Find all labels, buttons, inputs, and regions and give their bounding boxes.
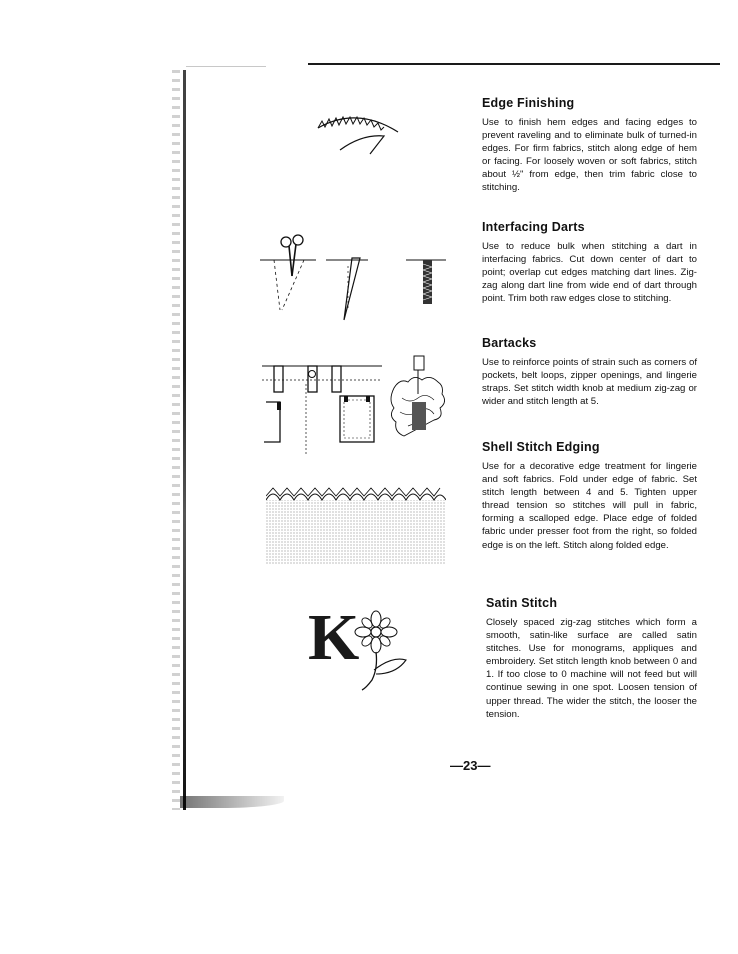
shell-stitch-illustration: [266, 484, 446, 564]
edge-finishing-illustration: [312, 108, 402, 162]
section-body: Closely spaced zig-zag stitches which form a smooth, satin-like surface are called satin stitches. Use for monograms, appliques and embroidery. Set stitch length knob between 0 and 1. If too close to 0 machine will not feed but will continue sewing in one spot. Loosen tension of upper thread. The wider the stitch, the looser the tension.: [486, 617, 697, 720]
section-body: Use to finish hem edges and facing edges to prevent raveling and to eliminate bulk of turned-in edges. For firm fabrics, stitch along edge of hem or facing. For loosely woven or soft fabrics, stitch about ½" from edge, then trim fabric close to stitching.: [482, 117, 697, 194]
scan-smudge: [180, 796, 284, 808]
section-satin-stitch: [486, 596, 697, 721]
top-rule: [308, 63, 720, 65]
section-heading: Shell Stitch Edging: [482, 440, 600, 454]
top-rule-faint: [186, 66, 266, 67]
bartacks-illustration: [262, 354, 452, 458]
satin-stitch-illustration: [308, 601, 418, 692]
page-number: —23—: [450, 758, 491, 773]
section-edge-finishing: [482, 96, 697, 195]
section-heading: Satin Stitch: [486, 596, 558, 610]
section-shell-stitch-edging: [482, 440, 697, 552]
section-heading: Edge Finishing: [482, 96, 575, 110]
section-interfacing-darts: [482, 220, 697, 305]
monogram-letter: K: [308, 601, 358, 674]
section-bartacks: [482, 336, 697, 408]
section-body: Use for a decorative edge treatment for lingerie and soft fabrics. Fold under edge of fabric. Set stitch length between 4 and 5. Tighten upper thread tension so stitches will pull in fabric, forming a scalloped edge. Place edge of folded fabric under presser foot from the right, so folded edge is on the left. Stitch along folded edge.: [482, 461, 697, 551]
flower-icon: [352, 608, 418, 692]
section-body: Use to reinforce points of strain such as corners of pockets, belt loops, zipper openings, and lingerie straps. Set stitch width knob at medium zig-zag or wider and stitch length at 5.: [482, 357, 697, 408]
page-binding-edge: [172, 70, 192, 810]
section-body: Use to reduce bulk when stitching a dart in interfacing fabrics. Cut down center of dart to point; overlap cut edges matching dart lines. Zig-zag along dart line from wide end of dart through point. Trim both raw edges close to stitching.: [482, 241, 697, 305]
interfacing-darts-illustration: [256, 230, 446, 326]
section-heading: Bartacks: [482, 336, 537, 350]
section-heading: Interfacing Darts: [482, 220, 585, 234]
